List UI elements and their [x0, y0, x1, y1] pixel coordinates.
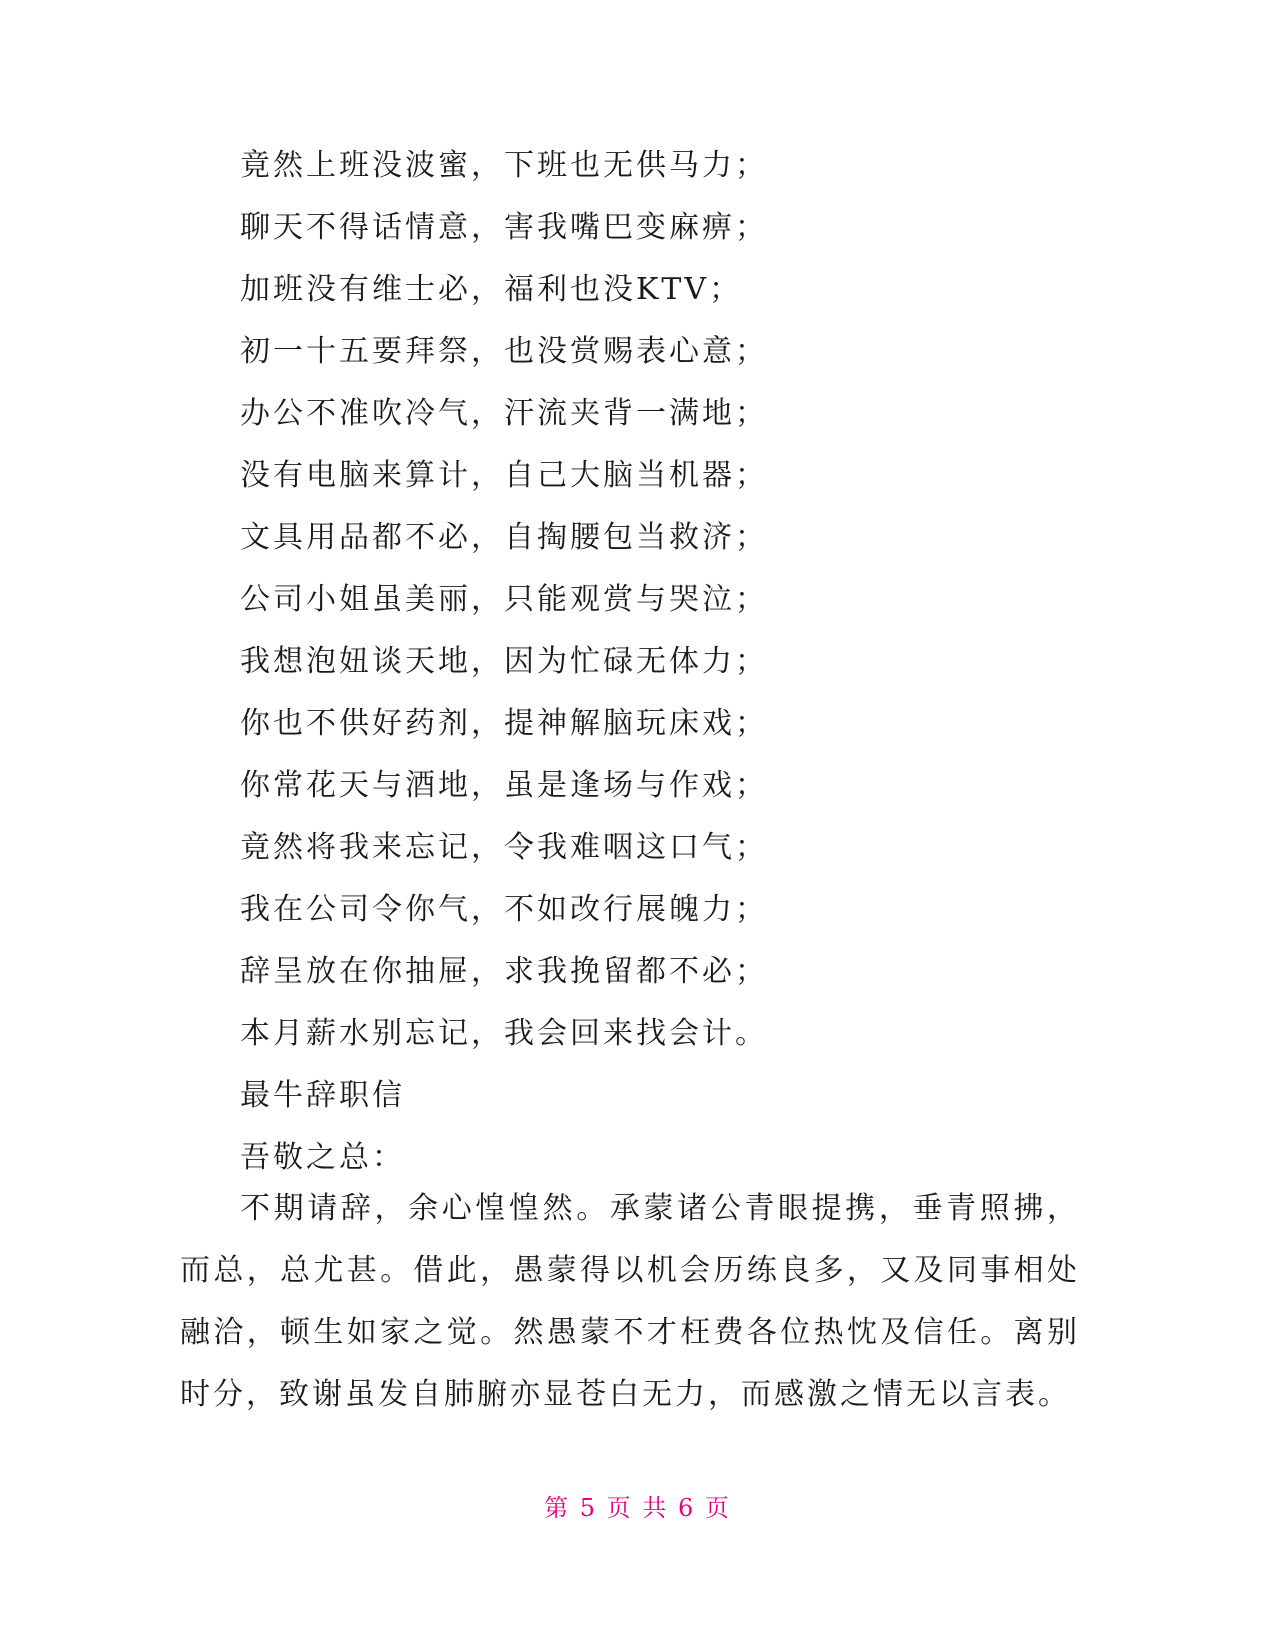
verse-line-8: 公司小姐虽美丽，只能观赏与哭泣； [240, 582, 768, 617]
verse-line-12: 竟然将我来忘记，令我难咽这口气； [240, 830, 768, 865]
verse-line-11: 你常花天与酒地，虽是逢场与作戏； [240, 768, 768, 803]
verse-line-9: 我想泡妞谈天地，因为忙碌无体力； [240, 644, 768, 679]
verse-line-14: 辞呈放在你抽屉，求我挽留都不必； [240, 954, 768, 989]
verse-line-5: 办公不准吹冷气，汗流夹背一满地； [240, 396, 768, 431]
verse-line-2: 聊天不得话情意，害我嘴巴变麻痹； [240, 210, 768, 245]
verse-line-13: 我在公司令你气，不如改行展魄力； [240, 892, 768, 927]
verse-block [240, 135, 1140, 1189]
page-number-footer: 第 5 页 共 6 页 [544, 1494, 731, 1522]
verse-line-10: 你也不供好药剂，提神解脑玩床戏； [240, 706, 768, 741]
body-paragraph: 不期请辞，余心惶惶然。承蒙诸公青眼提携，垂青照拂，而总，总尤甚。借此，愚蒙得以机会历练良多，又及同事相处融洽，顿生如家之觉。然愚蒙不才枉费各位热忱及信任。离别时分，致谢虽发自肺腑亦显苍白无力，而感激之情无以言表。 [180, 1191, 1080, 1412]
verse-line-7: 文具用品都不必，自掏腰包当救济； [240, 520, 768, 555]
section-heading: 最牛辞职信 [240, 1078, 405, 1113]
verse-line-1: 竟然上班没波蜜，下班也无供马力； [240, 148, 768, 183]
verse-line-6: 没有电脑来算计，自己大脑当机器； [240, 458, 768, 493]
verse-line-4: 初一十五要拜祭，也没赏赐表心意； [240, 334, 768, 369]
verse-line-15: 本月薪水别忘记，我会回来找会计。 [240, 1016, 768, 1051]
salutation: 吾敬之总： [240, 1140, 405, 1175]
verse-line-3: 加班没有维士必，福利也没KTV； [240, 272, 743, 307]
